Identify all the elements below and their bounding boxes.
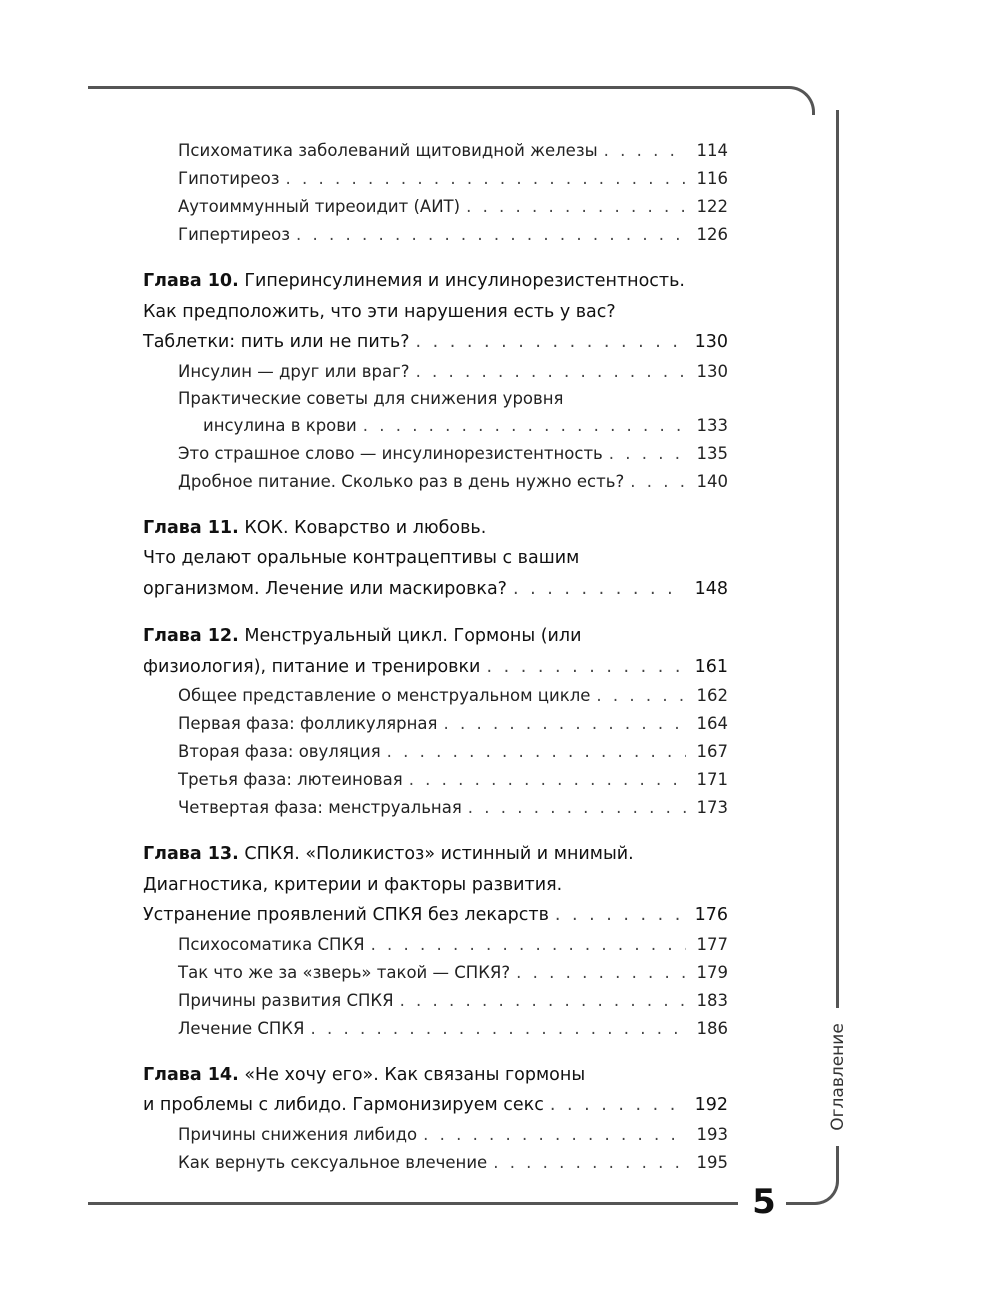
page-number: 5: [752, 1182, 776, 1222]
side-label-text: Оглавление: [828, 1023, 848, 1131]
leader-dots: [493, 1149, 686, 1177]
toc-entry-page: 162: [696, 686, 728, 705]
toc-entry-page: 195: [696, 1152, 728, 1172]
toc-entry-page: 133: [696, 415, 728, 435]
leader-dots: [486, 652, 686, 683]
leader-dots: [443, 710, 686, 738]
chapter-page: 176: [694, 905, 728, 925]
toc-entry-title-line1[interactable]: Практические советы для снижения уровня: [178, 388, 564, 408]
toc-entry-title: Вторая фаза: овуляция: [178, 742, 381, 761]
toc-entry[interactable]: [178, 1149, 728, 1177]
leader-dots: [286, 165, 687, 193]
chapter-title-line: Глава 10. Гиперинсулинемия и инсулинорезистентность.: [143, 271, 685, 291]
toc-entry-page: 140: [696, 471, 728, 491]
toc-entry-title: Причины развития СПКЯ: [178, 990, 394, 1010]
chapter-title-line: Устранение проявлений СПКЯ без лекарств . . . 176: [143, 900, 728, 931]
toc-entry[interactable]: [178, 766, 728, 794]
toc-entry-title: Дробное питание. Сколько раз в день нужно есть?: [178, 471, 625, 491]
leader-dots: [630, 468, 686, 496]
toc-entry-page: 186: [696, 1018, 728, 1038]
leader-dots: [513, 574, 686, 605]
chapter-label: Глава 11.: [143, 517, 239, 538]
toc-entry[interactable]: [178, 1015, 728, 1043]
toc-entry[interactable]: [178, 710, 728, 738]
toc-entry[interactable]: [178, 358, 728, 386]
frame-bottom-border: [88, 1202, 738, 1205]
toc-entry-page: 177: [696, 934, 728, 954]
leader-dots: [387, 738, 686, 766]
toc-entry-page: 164: [696, 714, 728, 733]
toc-entry-page: 193: [696, 1124, 728, 1144]
toc-entry-page: 122: [696, 197, 728, 216]
toc-entry-title: Третья фаза: лютеиновая: [178, 770, 403, 789]
toc-entry[interactable]: [178, 987, 728, 1015]
frame-top-border: [88, 86, 815, 115]
toc-entry[interactable]: [178, 682, 728, 710]
toc-entry-title: Гипотиреоз: [178, 169, 280, 188]
toc-entry[interactable]: [178, 959, 728, 987]
chapter-title-line: Глава 12. Менструальный цикл. Гормоны (или: [143, 626, 582, 646]
leader-dots: [310, 1015, 686, 1043]
chapter-title-line: Как предположить, что эти нарушения есть у вас?: [143, 301, 616, 322]
leader-dots: [596, 682, 686, 710]
leader-dots: [604, 137, 686, 165]
leader-dots: [296, 221, 686, 249]
chapter-12[interactable]: [143, 621, 728, 682]
chapter-10[interactable]: [143, 266, 728, 358]
toc-entry-page: 130: [696, 361, 728, 381]
toc-entry-page: 183: [696, 990, 728, 1010]
chapter-title-line: Таблетки: пить или не пить? . . . 130: [143, 327, 728, 358]
leader-dots: [423, 1121, 686, 1149]
toc-entry[interactable]: [203, 412, 728, 440]
leader-dots: [416, 358, 686, 386]
toc-entry-title: Причины снижения либидо: [178, 1124, 418, 1144]
toc-entry-page: 114: [696, 141, 728, 160]
toc-entry[interactable]: [178, 794, 728, 822]
frame-right-border: [836, 110, 839, 1008]
chapter-title-line: и проблемы с либидо. Гармонизируем секс . . . 192: [143, 1090, 728, 1121]
toc-entry[interactable]: [178, 468, 728, 496]
toc-entry[interactable]: [178, 931, 728, 959]
toc-entry[interactable]: [178, 221, 728, 249]
toc-entry-title: Четвертая фаза: менструальная: [178, 798, 462, 817]
frame-bottom-corner: [786, 1180, 839, 1205]
toc-entry-title: Аутоиммунный тиреоидит (АИТ): [178, 197, 461, 216]
chapter-13[interactable]: [143, 839, 728, 931]
chapter-page: 148: [694, 578, 728, 599]
chapter-page: 130: [694, 332, 728, 352]
leader-dots: [516, 959, 686, 987]
toc-entry-page: 173: [696, 798, 728, 817]
toc-entry[interactable]: [178, 738, 728, 766]
chapter-label: Глава 13.: [143, 844, 239, 864]
chapter-title-line: Диагностика, критерии и факторы развития.: [143, 874, 563, 895]
toc-entry-page: 116: [696, 169, 728, 188]
toc-entry-title: Общее представление о менструальном цикле: [178, 686, 591, 705]
chapter-label: Глава 12.: [143, 626, 239, 646]
toc-entry-title: Психоматика заболеваний щитовидной железы: [178, 141, 598, 160]
toc-entry-title: Гипертиреоз: [178, 225, 291, 244]
toc-entry[interactable]: [178, 137, 728, 165]
leader-dots: [466, 193, 686, 221]
toc-entry-title: Первая фаза: фолликулярная: [178, 714, 438, 733]
leader-dots: [371, 931, 686, 959]
section-side-label: [808, 1015, 868, 1139]
chapter-page: 192: [694, 1095, 728, 1115]
toc-entry[interactable]: [178, 193, 728, 221]
toc-entry-page: 135: [696, 443, 728, 463]
leader-dots: [400, 987, 686, 1015]
toc-entry-page: 167: [696, 742, 728, 761]
toc-entry[interactable]: [178, 1121, 728, 1149]
chapter-title-line: физиология), питание и тренировки . . . 161: [143, 652, 728, 683]
frame-right-border-lower: [836, 1146, 839, 1181]
chapter-title-line: Глава 11. КОК. Коварство и любовь.: [143, 517, 487, 538]
leader-dots: [409, 766, 686, 794]
chapter-title-line: Глава 13. СПКЯ. «Поликистоз» истинный и мнимый.: [143, 844, 634, 864]
toc-entry[interactable]: [178, 165, 728, 193]
toc-entry-page: 179: [696, 962, 728, 982]
chapter-label: Глава 14.: [143, 1064, 239, 1085]
chapter-14[interactable]: [143, 1060, 728, 1121]
leader-dots: [555, 900, 686, 931]
toc-entry-title: Психосоматика СПКЯ: [178, 934, 365, 954]
leader-dots: [550, 1090, 686, 1121]
chapter-title-line: организмом. Лечение или маскировка? . . . 148: [143, 574, 728, 605]
toc-entry-title: Лечение СПКЯ: [178, 1018, 305, 1038]
chapter-page: 161: [694, 656, 728, 677]
toc-entry-title: Инсулин — друг или враг?: [178, 361, 410, 381]
toc-entry-title: Это страшное слово — инсулинорезистентность: [178, 443, 603, 463]
leader-dots: [468, 794, 686, 822]
table-of-contents: [143, 137, 728, 1177]
toc-entry-title: инсулина в крови: [203, 415, 357, 435]
toc-entry-title: Как вернуть сексуальное влечение: [178, 1152, 488, 1172]
chapter-label: Глава 10.: [143, 271, 239, 291]
leader-dots: [416, 327, 686, 358]
chapter-title-line: Что делают оральные контрацептивы с вашим: [143, 548, 580, 568]
leader-dots: [363, 412, 686, 440]
leader-dots: [609, 440, 686, 468]
toc-entry-title: Так что же за «зверь» такой — СПКЯ?: [178, 962, 511, 982]
toc-entry-page: 126: [696, 225, 728, 244]
toc-entry[interactable]: [178, 440, 728, 468]
chapter-title-line: Глава 14. «Не хочу его». Как связаны гормоны: [143, 1064, 586, 1085]
chapter-11[interactable]: [143, 513, 728, 605]
toc-entry-page: 171: [696, 770, 728, 789]
